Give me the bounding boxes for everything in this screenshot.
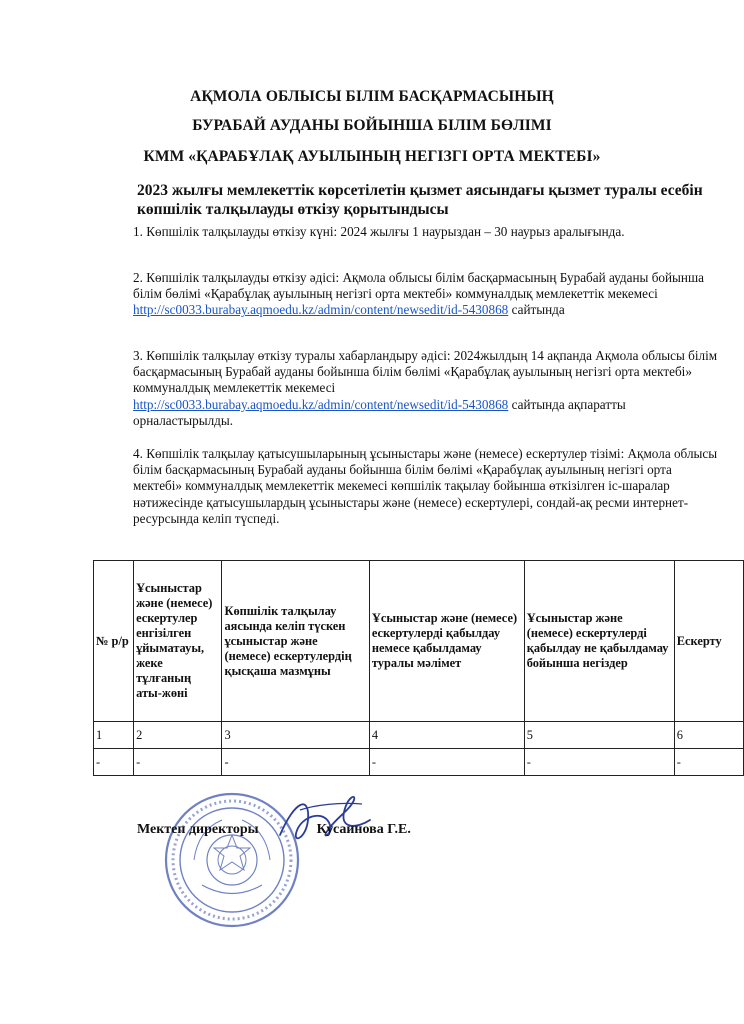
signature-label: Мектеп директоры xyxy=(137,822,259,837)
col-header-grounds: Ұсыныстар және (немесе) ескертулерді қабылдау не қабылдамау бойынша негіздер xyxy=(524,561,674,722)
table-cell: - xyxy=(524,749,674,776)
table-cell: - xyxy=(674,749,743,776)
document-title: 2023 жылғы мемлекеттік көрсетілетін қызмет аясындағы қызмет туралы есебін көпшілік талқылауды өткізу қорытындысы xyxy=(137,182,703,218)
announcement-link[interactable]: http://sc0033.burabay.aqmoedu.kz/admin/content/newsedit/id-5430868 xyxy=(133,396,509,412)
col-header-note: Ескерту xyxy=(674,561,743,722)
table-cell: 5 xyxy=(524,722,674,749)
table-cell: 6 xyxy=(674,722,743,749)
paragraph-suggestions: 4. Көпшілік талқылау қатысушыларының ұсыныстары және (немесе) ескертулер тізімі: Ақмола облысы білім басқармасының Бурабай ауданы бойынша білім бөлімі «Қарабұлақ ауылының негізгі орта мектебі» коммуналдық мемлекеттік мекемесі көпшілік тақылау бойынша өткізілген іс-шаралар нәтижесінде қатысушылардың ұсыныстары және (немесе) ескертулері, сондай-ақ ресми интернет-ресурсында келіп түспеді. xyxy=(133,446,718,526)
paragraph-date: 1. Көпшілік талқылауды өткізу күні: 2024 жылғы 1 наурыздан – 30 наурыз аралығында. xyxy=(133,224,625,239)
table-row xyxy=(94,749,744,776)
col-header-submitter: Ұсыныстар және (немесе) ескертулер енгізілген ұйыматауы, жеке тұлғаның аты-жөні xyxy=(134,561,222,722)
table-cell: - xyxy=(134,749,222,776)
signature-block xyxy=(137,822,411,838)
signature-name: Кусаинова Г.Е. xyxy=(316,822,411,837)
paragraph-method-text: 2. Көпшілік талқылауды өткізу әдісі: Ақмола облысы білім басқармасының Бурабай ауданы бойынша білім бөлімі «Қарабұлақ ауылының негізгі орта мектебі» коммуналдық мемлекеттік мекемесі xyxy=(133,270,704,302)
paragraph-method-after: сайтында xyxy=(508,302,565,318)
table-row xyxy=(94,722,744,749)
table-cell: 1 xyxy=(94,722,134,749)
header-line-1: АҚМОЛА ОБЛЫСЫ БІЛІМ БАСҚАРМАСЫНЫҢ xyxy=(190,88,554,105)
header-line-3: КММ «ҚАРАБҰЛАҚ АУЫЛЫНЫҢ НЕГІЗГІ ОРТА МЕКТЕБІ» xyxy=(143,148,601,165)
paragraph-announcement-after: сайтында ақпаратты орналастырылды. xyxy=(133,396,626,428)
paragraph-announcement xyxy=(133,348,718,429)
table-cell: 4 xyxy=(369,722,524,749)
table-cell: - xyxy=(222,749,369,776)
table-cell: - xyxy=(369,749,524,776)
table-cell: 2 xyxy=(134,722,222,749)
table-cell: 3 xyxy=(222,722,369,749)
table-header-row xyxy=(94,561,744,722)
paragraph-announcement-text: 3. Көпшілік талқылау өткізу туралы хабарландыру әдісі: 2024жылдың 14 ақпанда Ақмола облысы білім басқармасының Бурабай ауданы бойынша білім бөлімі «Қарабұлақ ауылының негізгі орта мектебі» коммуналдық мемлекеттік мекемесі xyxy=(133,348,718,396)
results-table xyxy=(93,560,744,776)
header-line-2: БУРАБАЙ АУДАНЫ БОЙЫНША БІЛІМ БӨЛІМІ xyxy=(192,117,552,134)
col-header-summary: Көпшілік талқылау аясында келіп түскен ұсыныстар және (немесе) ескертулердің қысқаша мазмұны xyxy=(222,561,369,722)
col-header-number: № р/р xyxy=(94,561,134,722)
paragraph-method xyxy=(133,270,718,319)
website-link[interactable]: http://sc0033.burabay.aqmoedu.kz/admin/content/newsedit/id-5430868 xyxy=(133,302,509,318)
table-cell: - xyxy=(94,749,134,776)
col-header-decision: Ұсыныстар және (немесе) ескертулерді қабылдау немесе қабылдамау туралы мәлімет xyxy=(369,561,524,722)
